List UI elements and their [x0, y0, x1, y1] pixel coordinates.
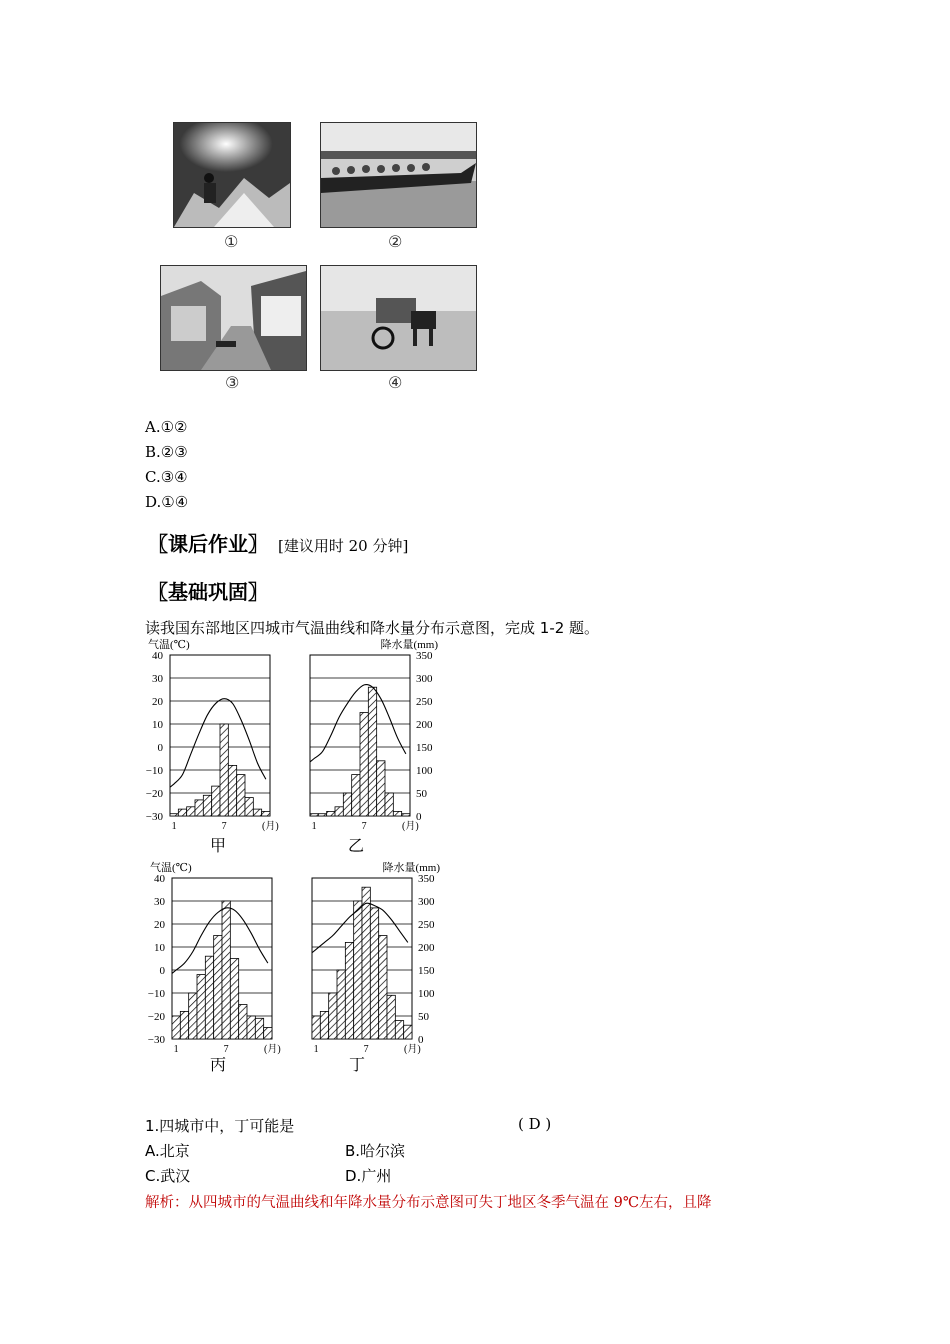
precip-tick: 100: [416, 765, 433, 777]
chart-乙: [310, 655, 410, 816]
precip-bar-3: [189, 993, 197, 1039]
precip-bar-4: [335, 807, 343, 816]
temp-tick: 40: [152, 650, 163, 662]
chart-name-label: 乙: [347, 838, 365, 855]
precip-tick: 250: [418, 919, 435, 931]
precip-tick: 50: [418, 1011, 429, 1023]
option-c: C.③④: [145, 468, 188, 486]
precip-bar-10: [245, 798, 253, 816]
precip-bar-9: [237, 775, 245, 816]
precip-bar-11: [255, 1018, 263, 1039]
precip-tick: 300: [416, 673, 433, 685]
precip-bar-5: [205, 956, 213, 1039]
precip-bar-2: [320, 1011, 328, 1039]
photo-skier: [173, 122, 291, 228]
precip-bar-7: [360, 713, 368, 817]
precip-bar-7: [220, 724, 228, 816]
precip-bar-2: [180, 1011, 188, 1039]
precip-bar-7: [222, 901, 230, 1039]
precip-bar-6: [214, 936, 222, 1040]
photo-label-2: ②: [388, 232, 403, 251]
precip-tick: 0: [418, 1034, 424, 1046]
precip-bar-5: [203, 795, 211, 816]
precip-bar-9: [377, 761, 385, 816]
homework-heading: [148, 528, 408, 557]
precip-bar-12: [262, 811, 270, 816]
precip-bar-10: [247, 1016, 255, 1039]
precip-bar-6: [352, 775, 360, 816]
temp-tick: 30: [154, 896, 165, 908]
homework-time-note: [建议用时 20 分钟]: [278, 537, 409, 555]
homework-title: 〖课后作业〗: [148, 532, 268, 556]
temperature-curve: [310, 685, 406, 762]
precip-axis-label: 降水量(mm): [380, 639, 438, 651]
precip-bar-10: [385, 793, 393, 816]
temp-tick: −10: [147, 988, 165, 1000]
precip-bar-6: [212, 786, 220, 816]
precip-bar-8: [228, 765, 236, 816]
precip-bar-8: [368, 687, 376, 816]
photo-label-1: ①: [224, 232, 239, 251]
precip-bar-8: [370, 908, 378, 1039]
precip-bar-3: [187, 807, 195, 816]
q1-option-b: B.哈尔滨: [345, 1142, 406, 1160]
option-b: B.②③: [145, 443, 188, 461]
temp-tick: 20: [154, 919, 165, 931]
temp-tick: 10: [154, 942, 165, 954]
x-tick: 7: [361, 821, 367, 832]
photo-dragon-boat: [320, 122, 477, 228]
temp-tick: −20: [145, 788, 163, 800]
chart-丁: [312, 878, 412, 1039]
q1-option-c: C.武汉: [145, 1167, 191, 1185]
precip-bar-11: [393, 811, 401, 816]
precip-bar-1: [172, 1016, 180, 1039]
precip-tick: 100: [418, 988, 435, 1000]
photo-horse-cart: [320, 265, 477, 371]
temperature-curve: [170, 699, 266, 788]
temp-tick: 0: [157, 742, 163, 754]
temp-tick: −30: [145, 811, 163, 823]
temp-tick: 10: [152, 719, 163, 731]
precip-tick: 250: [416, 696, 433, 708]
chart-name-label: 丙: [209, 1057, 227, 1074]
temp-tick: −10: [145, 765, 163, 777]
precip-bar-12: [402, 814, 410, 816]
temp-tick: 0: [159, 965, 165, 977]
precip-axis-label: 降水量(mm): [382, 862, 440, 874]
precip-bar-3: [327, 811, 335, 816]
precip-bar-12: [264, 1028, 272, 1040]
question-1-answer: ( D ): [518, 1115, 552, 1133]
precip-bar-11: [253, 809, 261, 816]
photo-label-3: ③: [225, 373, 240, 392]
x-tick: 7: [221, 821, 227, 832]
skier-photo-icon: [174, 123, 290, 227]
precip-bar-6: [354, 901, 362, 1039]
x-tick: 1: [313, 1044, 319, 1055]
precip-bar-2: [178, 809, 186, 816]
chart-丙: [172, 878, 272, 1039]
temp-tick: −20: [147, 1011, 165, 1023]
precip-bar-7: [362, 887, 370, 1039]
temp-axis-label: 气温(℃): [148, 639, 190, 651]
q1-option-d: D.广州: [345, 1167, 392, 1185]
precip-tick: 350: [418, 873, 435, 885]
x-tick: 1: [173, 1044, 179, 1055]
precip-tick: 350: [416, 650, 433, 662]
precip-tick: 200: [416, 719, 433, 731]
x-unit-label: (月): [262, 821, 279, 832]
precip-bar-3: [329, 993, 337, 1039]
precip-bar-1: [310, 814, 318, 816]
precip-bar-5: [343, 793, 351, 816]
intro-text: 读我国东部地区四城市气温曲线和降水量分布示意图，完成 1-2 题。: [145, 619, 600, 637]
photo-label-4: ④: [388, 373, 403, 392]
precip-tick: 300: [418, 896, 435, 908]
precip-bar-4: [197, 975, 205, 1039]
basics-heading: 〖基础巩固〗: [148, 580, 268, 604]
climate-charts: [0, 630, 950, 1090]
question-1-stem: 1.四城市中，丁可能是: [145, 1117, 295, 1135]
precip-bar-4: [195, 800, 203, 816]
water-town-photo-icon: [161, 266, 306, 370]
horse-cart-photo-icon: [321, 266, 476, 370]
temp-tick: −30: [147, 1034, 165, 1046]
precip-bar-5: [345, 942, 353, 1039]
photo-water-town: [160, 265, 307, 371]
x-tick: 1: [171, 821, 177, 832]
precip-bar-4: [337, 970, 345, 1039]
x-unit-label: (月): [402, 821, 419, 832]
precip-tick: 200: [418, 942, 435, 954]
precip-tick: 50: [416, 788, 427, 800]
analysis-text: 解析：从四城市的气温曲线和年降水量分布示意图可失丁地区冬季气温在 9℃左右，且降: [145, 1195, 712, 1211]
x-tick: 7: [223, 1044, 229, 1055]
precip-bar-1: [170, 814, 178, 816]
precip-tick: 150: [418, 965, 435, 977]
precip-bar-2: [318, 814, 326, 816]
precip-bar-11: [395, 1021, 403, 1039]
precip-bar-10: [387, 995, 395, 1039]
option-a: A.①②: [145, 418, 188, 436]
precip-bar-9: [379, 936, 387, 1040]
temp-axis-label: 气温(℃): [150, 862, 192, 874]
temp-tick: 40: [154, 873, 165, 885]
x-unit-label: (月): [404, 1044, 421, 1055]
option-d: D.①④: [145, 493, 189, 511]
x-tick: 1: [311, 821, 317, 832]
precip-tick: 0: [416, 811, 422, 823]
x-unit-label: (月): [264, 1044, 281, 1055]
precip-bar-12: [404, 1025, 412, 1039]
x-tick: 7: [363, 1044, 369, 1055]
precip-tick: 150: [416, 742, 433, 754]
precip-bar-1: [312, 1016, 320, 1039]
chart-name-label: 甲: [209, 838, 227, 855]
q1-option-a: A.北京: [145, 1142, 190, 1160]
temp-tick: 30: [152, 673, 163, 685]
chart-甲: [170, 655, 270, 816]
chart-name-label: 丁: [348, 1057, 366, 1074]
dragon-boat-photo-icon: [321, 123, 476, 227]
precip-bar-9: [239, 1005, 247, 1040]
temp-tick: 20: [152, 696, 163, 708]
precip-bar-8: [230, 959, 238, 1040]
